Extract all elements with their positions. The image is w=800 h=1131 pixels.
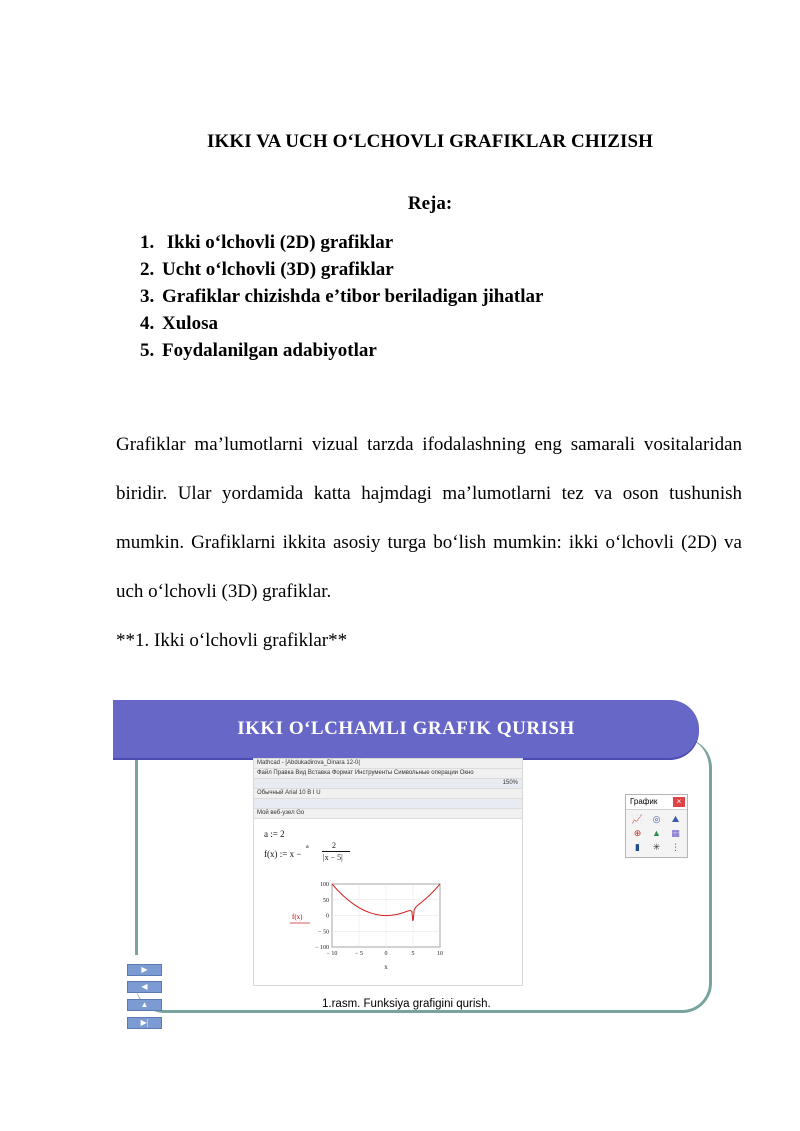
- plan-item: [140, 337, 543, 364]
- plot-wizard-icon[interactable]: ⋮: [671, 842, 680, 852]
- zoom-value: 150%: [502, 780, 518, 786]
- plan-item-number: 4.: [140, 313, 155, 334]
- math-define-f: f(x) := x −: [264, 849, 302, 859]
- document-title: IKKI VA UCH O‘LCHOVLI GRAFIKLAR CHIZISH: [206, 131, 654, 152]
- function-plot: [254, 759, 522, 985]
- y-tick-label: 0: [326, 913, 329, 920]
- math-exponent: a: [306, 844, 309, 850]
- 3d-bar-icon[interactable]: ▦: [671, 828, 680, 838]
- contour-plot-icon[interactable]: ⊕: [633, 828, 642, 838]
- x-tick-label: 5: [411, 951, 415, 957]
- y-tick-label: 50: [323, 897, 329, 904]
- plan-item: [140, 283, 543, 310]
- nav-end-button[interactable]: ▶|: [127, 1017, 162, 1029]
- plan-list: [140, 229, 543, 364]
- mathcad-screenshot: [253, 758, 523, 986]
- plan-item-text: Xulosa: [162, 313, 218, 334]
- y-tick-label: − 100: [315, 945, 329, 951]
- menu-bar: Файл Правка Вид Вставка Формат Инструменты Символьные операции Окно: [254, 769, 522, 779]
- 3d-scatter-icon[interactable]: ▲: [652, 828, 661, 838]
- y-tick-label: 100: [320, 882, 329, 888]
- plot-x-label: x: [384, 963, 388, 971]
- figure-caption: 1.rasm. Funksiya grafigini qurish.: [322, 998, 491, 1010]
- figure-banner: IKKI O‘LCHAMLI GRAFIK QURISH: [113, 700, 699, 758]
- x-tick-label: 10: [437, 951, 443, 957]
- x-tick-label: 0: [384, 951, 388, 957]
- plan-item: [140, 310, 543, 337]
- toolbar-font: Обычный Arial 10 B I U: [254, 789, 522, 799]
- math-numerator: 2: [332, 841, 336, 850]
- y-tick-label: − 50: [318, 929, 329, 936]
- math-assign-a: a := 2: [264, 829, 285, 839]
- plan-item-text: Ucht o‘lchovli (3D) grafiklar: [162, 259, 394, 280]
- window-title: Mathcad - [Abdukadirova_Dinara 12-0(: [254, 759, 522, 769]
- math-denominator: |x − 5|: [323, 853, 343, 862]
- close-icon[interactable]: ×: [673, 797, 685, 807]
- plot-y-label: f(x): [292, 913, 303, 921]
- plan-item-number: 5.: [140, 340, 155, 361]
- plan-item: [140, 256, 543, 283]
- plan-item: [140, 229, 543, 256]
- toolbar-web: Мой веб-узел Go: [254, 809, 522, 819]
- palette-title: График: [626, 795, 687, 810]
- section-subheading: **1. Ikki o‘lchovli grafiklar**: [116, 630, 348, 651]
- 3d-bars-icon[interactable]: ▮: [635, 842, 640, 852]
- plan-item-number: 1.: [140, 232, 155, 253]
- nav-home-button[interactable]: ▲: [127, 999, 162, 1011]
- polar-plot-icon[interactable]: ◎: [652, 814, 661, 824]
- graph-palette: [625, 794, 688, 858]
- nav-next-button[interactable]: ▶: [127, 964, 162, 976]
- figure: [113, 700, 715, 1030]
- x-tick-label: − 10: [326, 951, 338, 957]
- surface-plot-icon[interactable]: ⛰: [671, 814, 680, 824]
- x-tick-label: − 5: [355, 951, 363, 957]
- figure-frame-left: [135, 760, 138, 955]
- xy-plot-icon[interactable]: 📈: [631, 814, 644, 824]
- nav-prev-button[interactable]: ◀: [127, 981, 162, 993]
- plan-item-text: Foydalanilgan adabiyotlar: [162, 340, 377, 361]
- y-tick-labels: [315, 882, 329, 951]
- vector-field-icon[interactable]: ✳: [652, 842, 661, 852]
- plan-item-number: 3.: [140, 286, 155, 307]
- palette-grid: [630, 813, 683, 853]
- x-tick-labels: [327, 951, 443, 957]
- plan-item-text: Grafiklar chizishda e’tibor beriladigan jihatlar: [162, 286, 544, 307]
- plan-item-text: Ikki o‘lchovli (2D) grafiklar: [162, 232, 394, 253]
- intro-paragraph: Grafiklar ma’lumotlarni vizual tarzda ifodalashning eng samarali vositalaridan biridir. Ular yordamida katta hajmdagi ma’lumotlarni tez va oson tushunish mumkin. Grafiklarni ikkita asosiy turga bo‘lish mumkin: ikki o‘lchovli (2D) va uch o‘lchovli (3D) grafiklar.: [116, 434, 742, 602]
- plan-heading: Reja:: [407, 193, 453, 214]
- plan-item-number: 2.: [140, 259, 155, 280]
